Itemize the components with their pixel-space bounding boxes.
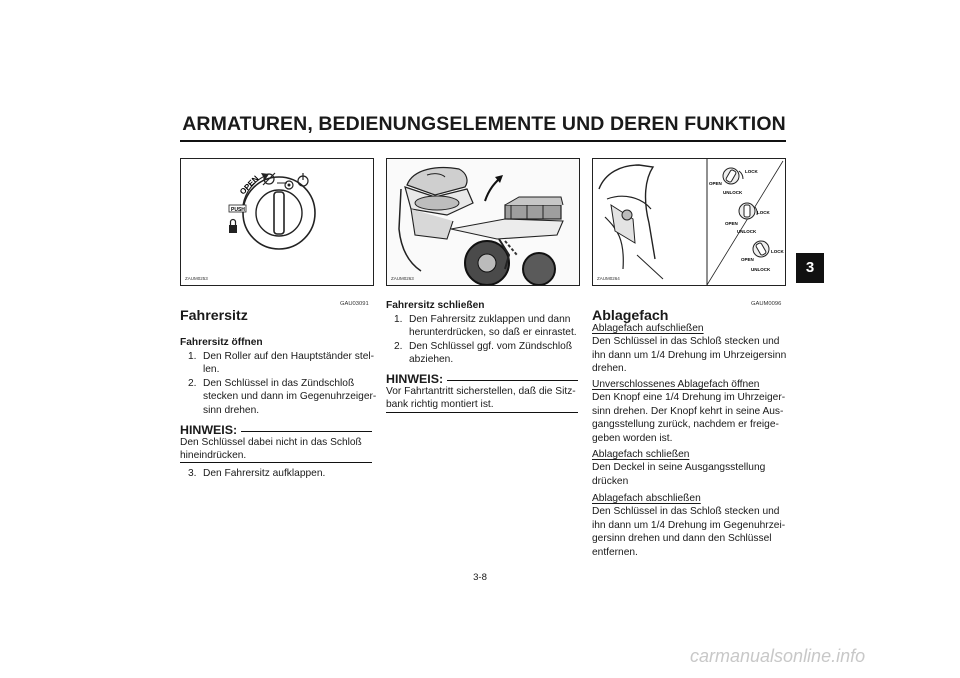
instruction-block-close xyxy=(592,448,788,488)
block-heading: Ablagefach abschließen xyxy=(592,493,701,504)
block-text: Den Knopf eine 1/4 Drehung im Uhrzeiger- xyxy=(592,392,786,404)
note-rule xyxy=(180,462,372,463)
instruction-block-open xyxy=(592,378,788,445)
note-rule xyxy=(386,412,578,413)
ignition-off-icon xyxy=(298,173,308,186)
step-number: 1. xyxy=(188,351,197,362)
block-text: Den Schlüssel in das Schloß stecken und xyxy=(592,336,780,348)
block-heading: Ablagefach aufschließen xyxy=(592,323,704,334)
figure-ignition-lock xyxy=(180,158,374,286)
ignition-lock-illustration xyxy=(181,159,373,285)
unlock-label: UNLOCK xyxy=(737,229,757,234)
step-2 xyxy=(394,340,588,367)
page-number: 3-8 xyxy=(473,572,487,583)
step-number: 2. xyxy=(188,378,197,389)
instruction-block-lock xyxy=(592,492,788,559)
scooter-seat-illustration xyxy=(387,159,579,285)
lock-label: LOCK xyxy=(745,169,758,174)
block-heading: Unverschlossenes Ablagefach öffnen xyxy=(592,379,760,390)
step-1 xyxy=(188,350,378,377)
note-text: Vor Fahrtantritt sicherstellen, daß die Sitz- xyxy=(386,386,576,397)
block-text: Den Deckel in seine Ausgangsstellung xyxy=(592,462,766,474)
note-text: Den Schlüssel dabei nicht in das Schloß xyxy=(180,437,362,448)
step-text: Den Roller auf den Hauptständer stel- xyxy=(203,351,375,362)
chapter-tab: 3 xyxy=(796,253,824,283)
open-label: OPEN xyxy=(725,221,738,226)
lock-label: LOCK xyxy=(771,249,784,254)
note-body xyxy=(386,385,578,412)
figure-storage-compartment xyxy=(592,158,786,286)
figure-seat-open xyxy=(386,158,580,286)
note-text: hineindrücken. xyxy=(180,450,247,462)
section-title-fahrersitz: Fahrersitz xyxy=(180,308,248,324)
note-label: HINWEIS: xyxy=(386,372,444,386)
section-code: GAU03091 xyxy=(340,301,369,307)
step-text: Den Fahrersitz zuklappen und dann xyxy=(409,314,571,325)
note-body xyxy=(180,436,372,463)
instruction-block-unlock xyxy=(592,322,788,376)
block-text: sinn drehen. Der Knopf kehrt in seine Aus- xyxy=(592,405,784,417)
push-label: PUSH xyxy=(231,207,245,213)
block-text: drücken xyxy=(592,475,629,487)
open-label: OPEN xyxy=(709,181,722,186)
note-text: bank richtig montiert ist. xyxy=(386,399,494,411)
ignition-on-icon xyxy=(285,181,293,189)
block-text: gangsstellung zurück, nachdem er freige- xyxy=(592,419,779,431)
padlock-icon xyxy=(229,220,237,234)
section-title-ablagefach: Ablagefach xyxy=(592,308,669,324)
subheading-seat-close: Fahrersitz schließen xyxy=(386,300,485,311)
note-heading xyxy=(386,372,578,386)
note-label: HINWEIS: xyxy=(180,423,238,437)
lock-diagram-1 xyxy=(709,168,758,195)
block-text: Den Schlüssel in das Schloß stecken und xyxy=(592,506,780,518)
figure-code: ZAUM0264 xyxy=(597,276,620,281)
unlock-label: UNLOCK xyxy=(723,190,743,195)
step-text: stecken und dann im Gegenuhrzeiger- xyxy=(203,391,377,403)
block-heading: Ablagefach schließen xyxy=(592,449,690,460)
step-text: abziehen. xyxy=(409,354,454,366)
figure-code: ZAUM0253 xyxy=(185,276,208,281)
subheading-seat-open: Fahrersitz öffnen xyxy=(180,337,263,348)
step-text: len. xyxy=(203,364,220,376)
block-text: geben worden ist. xyxy=(592,432,673,444)
block-text: entfernen. xyxy=(592,546,638,558)
note-heading xyxy=(180,423,372,437)
section-code: GAUM0096 xyxy=(751,301,782,307)
step-text: herunterdrücken, so daß er einrastet. xyxy=(409,327,577,339)
step-text: Den Schlüssel ggf. vom Zündschloß xyxy=(409,341,573,352)
block-text: ihn dann um 1/4 Drehung im Gegenuhrzei- xyxy=(592,519,786,531)
lock-diagram-2 xyxy=(725,203,770,234)
open-label: OPEN xyxy=(238,174,261,197)
block-text: ihn dann um 1/4 Drehung im Uhrzeigersinn xyxy=(592,349,787,361)
figure-code: ZAUM0263 xyxy=(391,276,414,281)
step-2 xyxy=(188,377,378,417)
block-text: gersinn drehen und dann den Schlüssel xyxy=(592,533,772,545)
step-number: 1. xyxy=(394,314,403,325)
unlock-label: UNLOCK xyxy=(751,267,771,272)
step-number: 2. xyxy=(394,341,403,352)
lock-label: LOCK xyxy=(757,210,770,215)
step-text: Den Schlüssel in das Zündschloß xyxy=(203,378,355,389)
page-title: ARMATUREN, BEDIENUNGSELEMENTE UND DEREN FUNKTION xyxy=(182,113,786,135)
watermark: carmanualsonline.info xyxy=(690,646,866,666)
title-rule xyxy=(180,140,786,142)
block-text: drehen. xyxy=(592,363,627,375)
step-1 xyxy=(394,313,588,340)
storage-compartment-illustration xyxy=(593,159,785,285)
step-text: Den Fahrersitz aufklappen. xyxy=(203,468,326,479)
open-label: OPEN xyxy=(741,257,754,262)
step-text: sinn drehen. xyxy=(203,404,260,416)
step-number: 3. xyxy=(188,468,197,479)
lock-diagram-3 xyxy=(741,241,784,272)
step-3 xyxy=(188,467,378,480)
